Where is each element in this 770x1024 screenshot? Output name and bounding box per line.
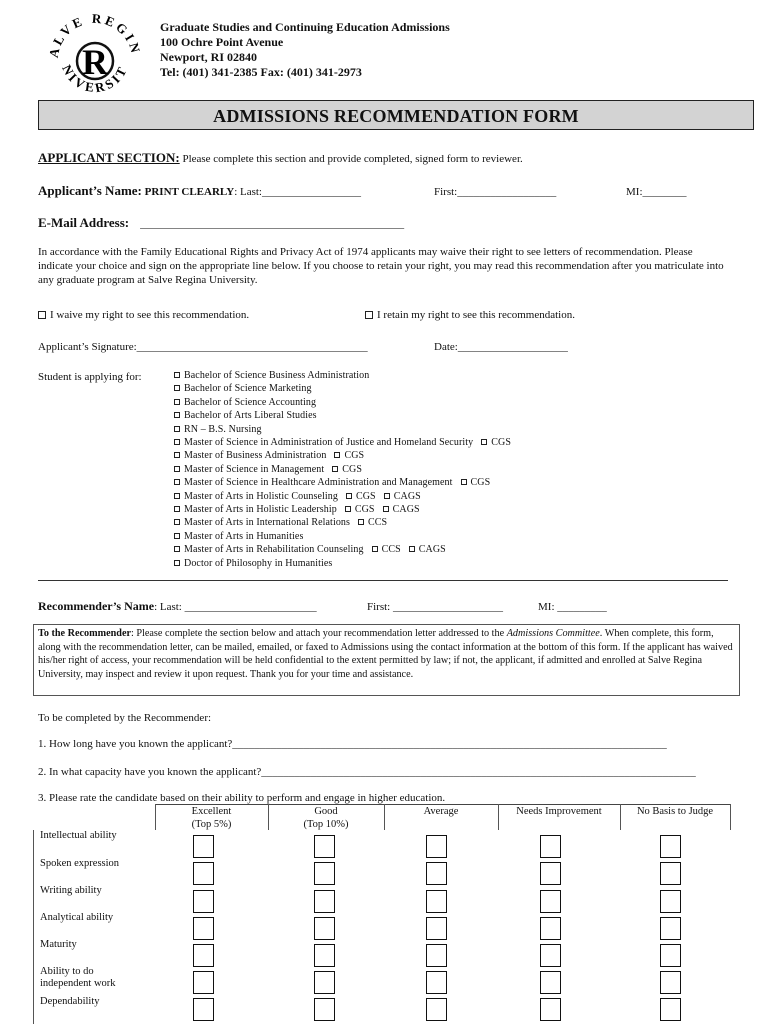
question-2-field[interactable]: 2. In what capacity have you known the applicant?_______________________________________________________________________________: [38, 766, 696, 778]
rating-column-header: [155, 805, 268, 831]
applicant-date-field[interactable]: Date:____________________: [434, 341, 568, 353]
waive-checkbox[interactable]: [38, 311, 46, 319]
ferpa-paragraph: In accordance with the Family Educational Rights and Privacy Act of 1974 applicants may waive their right to see letters of recommendation. Please indicate your choice and sign on the appropriate line below. If you choose to retain your right, you may read this recommendation after you matriculate into any graduate program at Salve Regina University.: [38, 246, 724, 286]
form-title-bar: [38, 100, 754, 130]
email-row: [38, 216, 404, 231]
program-label: Bachelor of Science Marketing: [184, 383, 312, 395]
rating-checkbox[interactable]: [540, 917, 561, 940]
retain-checkbox[interactable]: [365, 311, 373, 319]
certificate-option[interactable]: [346, 491, 376, 502]
email-field[interactable]: ________________________________________________: [140, 218, 405, 230]
program-option[interactable]: [174, 369, 369, 382]
retain-label: I retain my right to see this recommendation.: [377, 309, 575, 321]
certificate-label: CCS: [381, 544, 401, 556]
rating-checkbox[interactable]: [314, 944, 335, 967]
program-label: Bachelor of Science Accounting: [184, 396, 317, 408]
program-label: Master of Arts in Rehabilitation Counseling: [184, 544, 364, 556]
rating-checkbox[interactable]: [426, 944, 447, 967]
rating-column-label: Average: [423, 806, 459, 817]
rating-column-label: No Basis to Judge: [636, 806, 714, 817]
rating-checkbox[interactable]: [314, 998, 335, 1021]
retain-option[interactable]: [365, 308, 575, 322]
certificate-checkbox[interactable]: [384, 493, 390, 499]
rating-column-label: Excellent: [191, 806, 232, 817]
program-label: RN – B.S. Nursing: [184, 423, 262, 435]
program-checkbox[interactable]: [174, 426, 180, 432]
rating-column-label: Good: [314, 806, 338, 817]
program-label: Master of Arts in International Relations: [184, 517, 351, 529]
rating-checkbox[interactable]: [193, 971, 214, 994]
rating-checkbox[interactable]: [660, 862, 681, 885]
program-option[interactable]: [174, 409, 317, 422]
rating-checkbox[interactable]: [660, 917, 681, 940]
svg-text:R: R: [82, 42, 108, 82]
rating-checkbox[interactable]: [426, 862, 447, 885]
program-checkbox[interactable]: [174, 385, 180, 391]
program-checkbox[interactable]: [174, 452, 180, 458]
certificate-option[interactable]: [334, 450, 364, 461]
program-label: Bachelor of Arts Liberal Studies: [184, 410, 317, 422]
rating-checkbox[interactable]: [540, 944, 561, 967]
certificate-option[interactable]: [384, 491, 421, 502]
rating-column-header: [498, 805, 620, 818]
rating-column-sublabel: (Top 10%): [303, 819, 349, 830]
city-state-zip: Newport, RI 02840: [160, 50, 257, 64]
recommender-mi-field[interactable]: MI: _________: [538, 601, 607, 613]
rating-row-label: Maturity: [40, 939, 77, 950]
applicant-section-label: APPLICANT SECTION:: [38, 150, 180, 165]
program-label: Master of Arts in Holistic Leadership: [184, 504, 337, 515]
program-checkbox[interactable]: [174, 466, 180, 472]
certificate-checkbox[interactable]: [345, 506, 351, 512]
program-checkbox[interactable]: [174, 479, 180, 485]
to-be-completed-label: To be completed by the Recommender:: [38, 712, 212, 724]
program-label: Master of Science in Management: [184, 463, 325, 475]
applicant-name-label: Applicant’s Name:: [38, 183, 142, 198]
program-label: Master of Science in Healthcare Administration and Management: [184, 477, 453, 489]
rating-row-label: Dependability: [40, 996, 100, 1007]
certificate-label: CGS: [342, 463, 363, 475]
street-address: 100 Ochre Point Avenue: [160, 35, 284, 49]
waive-label: I waive my right to see this recommendation.: [50, 309, 250, 321]
certificate-label: CGS: [470, 477, 491, 489]
rating-row-label: Spoken expression: [40, 858, 120, 869]
certificate-label: CAGS: [392, 504, 420, 515]
program-option[interactable]: [174, 503, 420, 516]
rating-row-label: Ability to do independent work: [40, 966, 116, 989]
phone-fax: Tel: (401) 341-2385 Fax: (401) 341-2973: [160, 65, 362, 79]
recommender-instructions: To the Recommender: Please complete the section below and attach your recommendation letter addressed to the Admissions Committee. When complete, this form, along with the recommendation letter, can be mailed, emailed, or faxed to Admissions using the contact information at the bottom of this form. If the applicant has waived his/her right of access, your recommendation will be held confidential to the extent permitted by law; if not, the applicant, if admitted and enrolled at Salve Regina University, may inspect and review it upon request. Thank you for your time and assistance.: [38, 628, 733, 680]
rating-checkbox[interactable]: [314, 971, 335, 994]
rating-checkbox[interactable]: [193, 944, 214, 967]
rating-column-header: [268, 805, 384, 831]
rating-checkbox[interactable]: [426, 998, 447, 1021]
applicant-first-name-field[interactable]: First:__________________: [434, 186, 557, 198]
program-checkbox[interactable]: [174, 533, 180, 539]
rating-row-label: Intellectual ability: [40, 830, 117, 841]
program-checkbox[interactable]: [174, 560, 180, 566]
program-option[interactable]: [174, 490, 421, 503]
rating-checkbox[interactable]: [314, 835, 335, 858]
program-option[interactable]: [174, 543, 446, 556]
program-option[interactable]: [174, 449, 364, 462]
rating-checkbox[interactable]: [540, 862, 561, 885]
certificate-option[interactable]: [372, 544, 401, 555]
applying-for-label: Student is applying for:: [38, 371, 142, 383]
certificate-option[interactable]: [383, 504, 420, 515]
certificate-checkbox[interactable]: [332, 466, 338, 472]
program-label: Doctor of Philosophy in Humanities: [184, 557, 333, 569]
certificate-option[interactable]: [481, 437, 511, 448]
recommender-last-name-field[interactable]: : Last: ________________________: [154, 601, 317, 613]
program-checkbox[interactable]: [174, 519, 180, 525]
applicant-section-intro: APPLICANT SECTION: Please complete this section and provide completed, signed form to reviewer.: [38, 150, 523, 165]
certificate-checkbox[interactable]: [461, 479, 467, 485]
program-option[interactable]: [174, 423, 262, 436]
rating-checkbox[interactable]: [540, 998, 561, 1021]
program-option[interactable]: [174, 516, 387, 529]
program-option[interactable]: [174, 382, 312, 395]
svg-text:SALVE REGINA: ALVE REGIN: [46, 10, 144, 60]
table-column-divider: [730, 804, 731, 830]
certificate-label: CGS: [491, 437, 512, 448]
certificate-option[interactable]: [332, 464, 362, 475]
program-checkbox[interactable]: [174, 493, 180, 499]
program-option[interactable]: [174, 463, 362, 476]
certificate-checkbox[interactable]: [334, 452, 340, 458]
rating-checkbox[interactable]: [660, 971, 681, 994]
program-label: Master of Arts in Humanities: [184, 530, 304, 542]
recommender-name-label: Recommender’s Name: [38, 599, 155, 613]
rating-checkbox[interactable]: [314, 917, 335, 940]
certificate-option[interactable]: [409, 544, 446, 555]
section-divider: [38, 580, 728, 581]
program-checkbox[interactable]: [174, 546, 180, 552]
program-label: Master of Arts in Holistic Counseling: [184, 490, 338, 502]
form-title: ADMISSIONS RECOMMENDATION FORM: [213, 106, 579, 126]
certificate-label: CCS: [368, 517, 388, 529]
office-name: Graduate Studies and Continuing Education Admissions: [160, 20, 450, 34]
rating-checkbox[interactable]: [540, 971, 561, 994]
applicant-mi-field[interactable]: MI:________: [626, 186, 687, 198]
rating-column-header: [384, 805, 498, 818]
program-label: Master of Business Administration: [184, 450, 327, 462]
rating-checkbox[interactable]: [193, 862, 214, 885]
applicant-name-row: Applicant’s Name: PRINT CLEARLY: Last:__________________: [38, 183, 361, 198]
rating-checkbox[interactable]: [193, 917, 214, 940]
certificate-option[interactable]: [358, 517, 387, 528]
certificate-label: CGS: [344, 450, 365, 462]
program-checkbox[interactable]: [174, 399, 180, 405]
certificate-checkbox[interactable]: [358, 519, 364, 525]
certificate-label: CAGS: [418, 544, 446, 556]
certificate-checkbox[interactable]: [346, 493, 352, 499]
recommender-name-row: [38, 599, 317, 614]
rating-checkbox[interactable]: [426, 971, 447, 994]
certificate-option[interactable]: [461, 477, 491, 488]
rating-row-label: Analytical ability: [40, 912, 114, 923]
certificate-label: CGS: [354, 504, 375, 515]
rating-checkbox[interactable]: [660, 890, 681, 913]
rating-row-label: Writing ability: [40, 885, 102, 896]
rating-checkbox[interactable]: [540, 835, 561, 858]
certificate-checkbox[interactable]: [409, 546, 415, 552]
question-1-field[interactable]: 1. How long have you known the applicant?_______________________________________________________________________________: [38, 738, 667, 750]
rating-checkbox[interactable]: [193, 998, 214, 1021]
rating-column-sublabel: (Top 5%): [191, 819, 232, 830]
certificate-checkbox[interactable]: [372, 546, 378, 552]
certificate-label: CAGS: [393, 490, 421, 502]
program-checkbox[interactable]: [174, 372, 180, 378]
certificate-checkbox[interactable]: [383, 506, 389, 512]
university-seal-logo: [46, 8, 144, 104]
rating-checkbox[interactable]: [193, 835, 214, 858]
rating-checkbox[interactable]: [426, 890, 447, 913]
question-3-label: 3. Please rate the candidate based on their ability to perform and engage in higher education.: [38, 792, 446, 804]
program-option[interactable]: [174, 396, 316, 409]
rating-checkbox[interactable]: [660, 835, 681, 858]
rating-checkbox[interactable]: [426, 835, 447, 858]
program-option[interactable]: [174, 557, 332, 570]
waive-option[interactable]: [38, 308, 249, 322]
email-label: E-Mail Address:: [38, 215, 130, 230]
program-label: Bachelor of Science Business Administration: [184, 370, 370, 381]
rating-column-header: [620, 805, 730, 818]
program-label: Master of Science in Administration of Justice and Homeland Security: [184, 437, 474, 448]
rating-checkbox[interactable]: [426, 917, 447, 940]
program-checkbox[interactable]: [174, 506, 180, 512]
rating-checkbox[interactable]: [660, 998, 681, 1021]
program-option[interactable]: [174, 436, 511, 449]
certificate-option[interactable]: [345, 504, 375, 515]
rating-checkbox[interactable]: [314, 890, 335, 913]
rating-checkbox[interactable]: [314, 862, 335, 885]
table-left-border: [33, 830, 34, 1024]
rating-checkbox[interactable]: [193, 890, 214, 913]
rating-column-label: Needs Improvement: [516, 806, 602, 817]
certificate-label: CGS: [355, 490, 376, 502]
applicant-signature-field[interactable]: Applicant’s Signature:__________________________________________: [38, 341, 368, 353]
program-option[interactable]: [174, 530, 303, 543]
applicant-last-name-field[interactable]: : Last:__________________: [234, 186, 361, 198]
office-address: [160, 20, 450, 80]
rating-checkbox[interactable]: [540, 890, 561, 913]
rating-checkbox[interactable]: [660, 944, 681, 967]
program-checkbox[interactable]: [174, 412, 180, 418]
to-recommender-label: To the Recommender: [38, 628, 131, 639]
recommender-first-name-field[interactable]: First: ____________________: [367, 601, 503, 613]
program-option[interactable]: [174, 476, 490, 489]
certificate-checkbox[interactable]: [481, 439, 487, 445]
program-checkbox[interactable]: [174, 439, 180, 445]
svg-text:UNIVERSITY: NIVERSIT: [59, 62, 131, 96]
